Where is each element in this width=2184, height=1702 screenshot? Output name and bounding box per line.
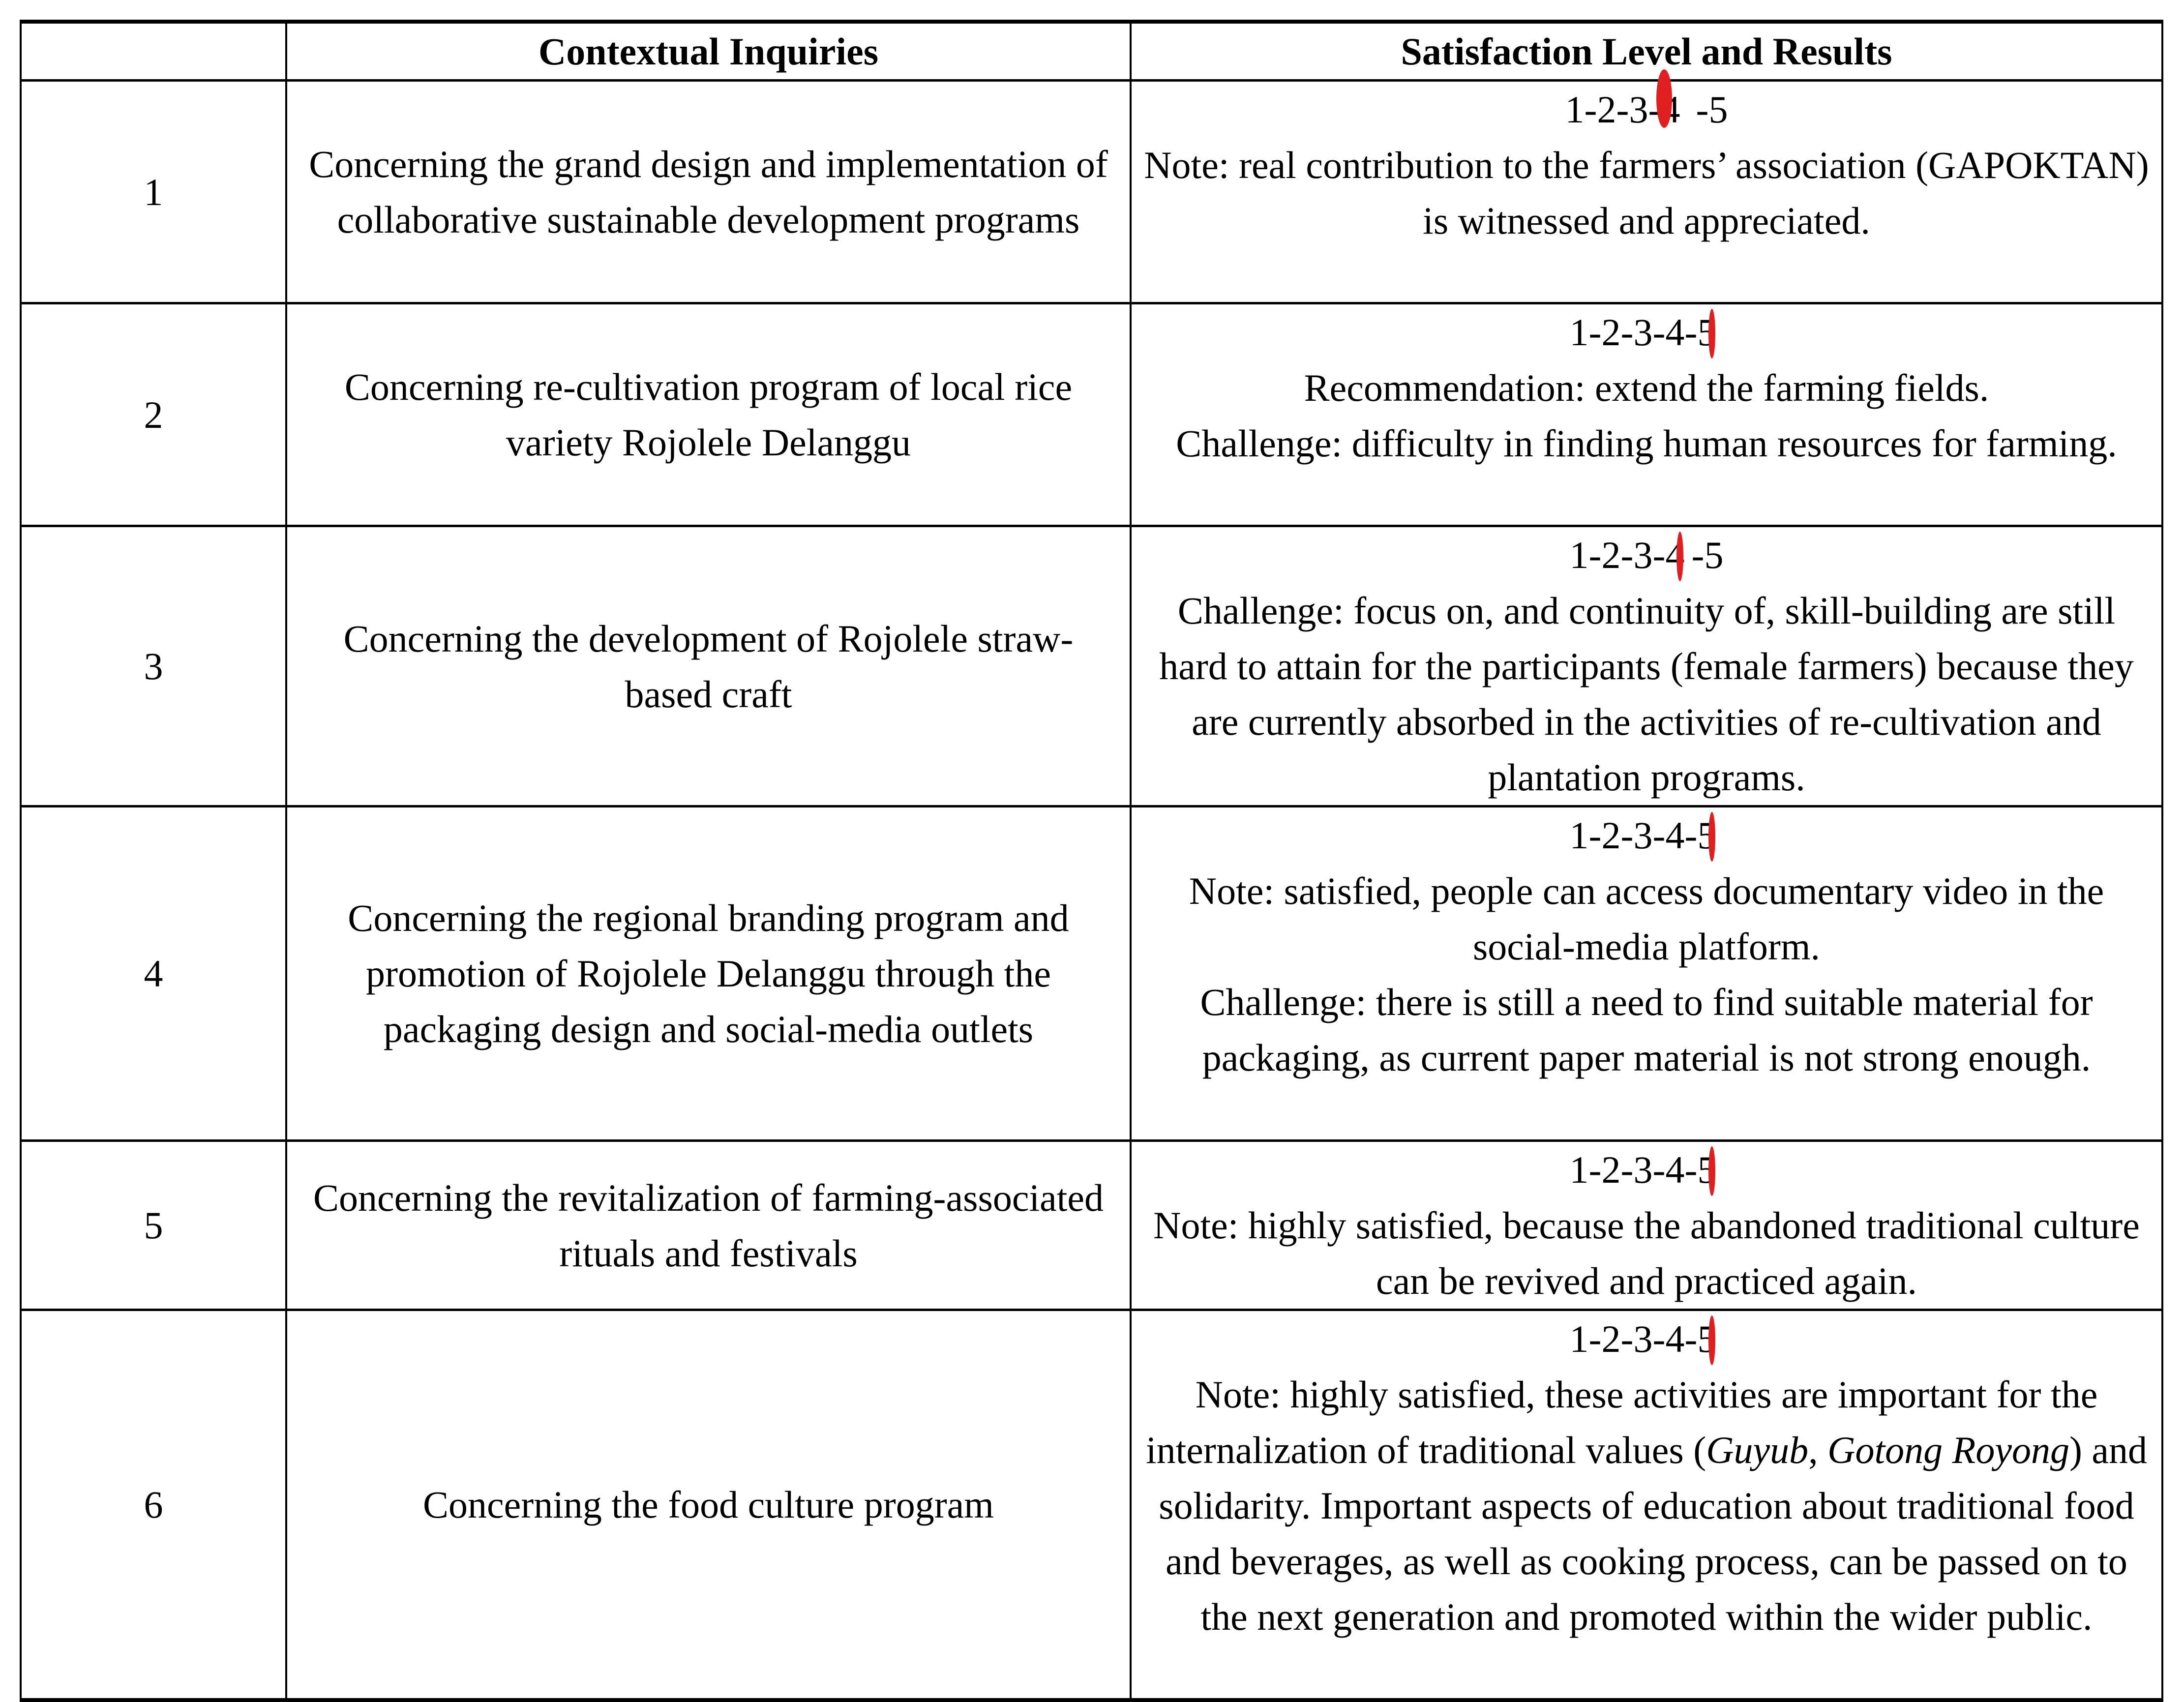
satisfaction-scale	[1570, 1142, 1724, 1197]
selected-level-circle-icon	[1708, 309, 1715, 358]
satisfaction-scale	[1570, 527, 1724, 583]
scale-separator: -	[1691, 534, 1705, 576]
result-cell	[1131, 806, 2162, 1141]
scale-separator: -	[1588, 534, 1602, 576]
scale-separator: -	[1620, 814, 1634, 857]
scale-level-1: 1	[1569, 1317, 1589, 1360]
result-note: Note: satisfied, people can access documentary video in the social-media platform.	[1189, 869, 2104, 968]
result-cell	[1131, 81, 2162, 303]
table-row	[21, 1141, 2162, 1310]
result-cell	[1131, 1310, 2162, 1700]
scale-level-4: 4	[1665, 1148, 1685, 1191]
satisfaction-scale	[1570, 304, 1724, 360]
scale-level-5: 5	[1697, 311, 1723, 354]
scale-level-2: 2	[1601, 814, 1621, 857]
scale-level-5: 5	[1708, 88, 1728, 131]
header-inquiry: Contextual Inquiries	[286, 22, 1131, 81]
results-table-container	[20, 20, 2161, 1702]
result-text-fragment: ) and solidarity. Important aspects of education about traditional food and beverages, as well as cooking process, can be passed on to the next generation and promoted within the wider public.	[1159, 1429, 2148, 1638]
scale-level-1: 1	[1569, 1148, 1589, 1191]
scale-separator: -	[1652, 311, 1666, 354]
scale-level-4: 4	[1665, 534, 1691, 576]
selected-level-circle-icon	[1676, 532, 1683, 581]
selected-level-circle-icon	[1708, 812, 1715, 862]
scale-level-3: 3	[1633, 1317, 1653, 1360]
scale-level-3: 3	[1633, 534, 1653, 576]
satisfaction-scale	[1570, 807, 1724, 863]
scale-level-2: 2	[1601, 534, 1621, 576]
header-number	[21, 22, 286, 81]
scale-separator: -	[1620, 311, 1634, 354]
scale-level-2: 2	[1601, 1317, 1621, 1360]
scale-separator: -	[1696, 88, 1709, 131]
result-text-fragment: ,	[1808, 1429, 1828, 1471]
scale-level-2: 2	[1597, 88, 1616, 131]
scale-separator: -	[1652, 1317, 1666, 1360]
scale-level-5: 5	[1697, 1148, 1723, 1191]
scale-separator: -	[1652, 814, 1666, 857]
italic-term: Guyub	[1706, 1429, 1809, 1471]
scale-separator: -	[1652, 1148, 1666, 1191]
result-note: Recommendation: extend the farming fields.	[1304, 366, 1989, 409]
inquiry-cell: Concerning the development of Rojolele straw-based craft	[286, 526, 1131, 806]
scale-separator: -	[1584, 88, 1597, 131]
result-cell	[1131, 1141, 2162, 1310]
scale-level-5: 5	[1697, 1317, 1723, 1360]
scale-level-1: 1	[1569, 814, 1589, 857]
scale-level-4: 4	[1665, 1317, 1685, 1360]
scale-level-2: 2	[1601, 311, 1621, 354]
scale-level-1: 1	[1565, 88, 1585, 131]
scale-level-4: 4	[1661, 88, 1696, 131]
table-row	[21, 81, 2162, 303]
row-number: 4	[21, 806, 286, 1141]
selected-level-circle-icon	[1708, 1146, 1715, 1196]
header-row	[21, 22, 2162, 81]
scale-separator: -	[1588, 311, 1602, 354]
result-note: Challenge: there is still a need to find suitable material for packaging, as current paper material is not strong enough.	[1200, 981, 2093, 1079]
scale-separator: -	[1616, 88, 1629, 131]
italic-term: Gotong Royong	[1827, 1429, 2069, 1471]
scale-separator: -	[1620, 1317, 1634, 1360]
result-note: Challenge: difficulty in finding human resources for farming.	[1176, 422, 2117, 465]
scale-separator: -	[1620, 1148, 1634, 1191]
scale-level-4: 4	[1665, 311, 1685, 354]
satisfaction-table	[20, 20, 2163, 1702]
scale-level-4: 4	[1665, 814, 1685, 857]
scale-level-5: 5	[1704, 534, 1724, 576]
scale-separator: -	[1684, 311, 1698, 354]
inquiry-cell: Concerning re-cultivation program of local rice variety Rojolele Delanggu	[286, 303, 1131, 526]
result-text-fragment: Note: highly satisfied, these activities are important for the internalization of traditional values (	[1145, 1373, 2098, 1471]
result-cell	[1131, 526, 2162, 806]
table-row	[21, 806, 2162, 1141]
result-cell	[1131, 303, 2162, 526]
table-row	[21, 526, 2162, 806]
scale-separator: -	[1652, 534, 1666, 576]
scale-separator: -	[1648, 88, 1661, 131]
scale-separator: -	[1684, 1148, 1698, 1191]
inquiry-cell: Concerning the food culture program	[286, 1310, 1131, 1700]
header-result: Satisfaction Level and Results	[1131, 22, 2162, 81]
scale-separator: -	[1588, 1148, 1602, 1191]
scale-separator: -	[1588, 1317, 1602, 1360]
result-note: Note: real contribution to the farmers’ association (GAPOKTAN) is witnessed and appreciated.	[1144, 144, 2149, 242]
result-note	[1143, 1367, 2150, 1644]
scale-separator: -	[1588, 814, 1602, 857]
inquiry-cell: Concerning the grand design and implementation of collaborative sustainable development programs	[286, 81, 1131, 303]
row-number: 5	[21, 1141, 286, 1310]
row-number: 2	[21, 303, 286, 526]
scale-level-1: 1	[1569, 311, 1589, 354]
result-note: Challenge: focus on, and continuity of, skill-building are still hard to attain for the participants (female farmers) because they are currently absorbed in the activities of re-cultivation and plantation programs.	[1159, 589, 2134, 799]
result-note: Note: highly satisfied, because the abandoned traditional culture can be revived and practiced again.	[1153, 1204, 2140, 1302]
inquiry-cell: Concerning the revitalization of farming-associated rituals and festivals	[286, 1141, 1131, 1310]
inquiry-cell: Concerning the regional branding program and promotion of Rojolele Delanggu through the packaging design and social-media outlets	[286, 806, 1131, 1141]
table-row	[21, 303, 2162, 526]
satisfaction-scale	[1570, 1311, 1724, 1367]
row-number: 3	[21, 526, 286, 806]
row-number: 6	[21, 1310, 286, 1700]
row-number: 1	[21, 81, 286, 303]
scale-level-2: 2	[1601, 1148, 1621, 1191]
scale-level-3: 3	[1633, 311, 1653, 354]
scale-level-3: 3	[1629, 88, 1648, 131]
table-row	[21, 1310, 2162, 1700]
scale-separator: -	[1684, 1317, 1698, 1360]
scale-separator: -	[1684, 814, 1698, 857]
scale-separator: -	[1620, 534, 1634, 576]
scale-level-1: 1	[1569, 534, 1589, 576]
scale-level-5: 5	[1697, 814, 1723, 857]
selected-level-circle-icon	[1708, 1315, 1715, 1365]
scale-level-3: 3	[1633, 814, 1653, 857]
satisfaction-scale	[1565, 82, 1728, 137]
scale-level-3: 3	[1633, 1148, 1653, 1191]
